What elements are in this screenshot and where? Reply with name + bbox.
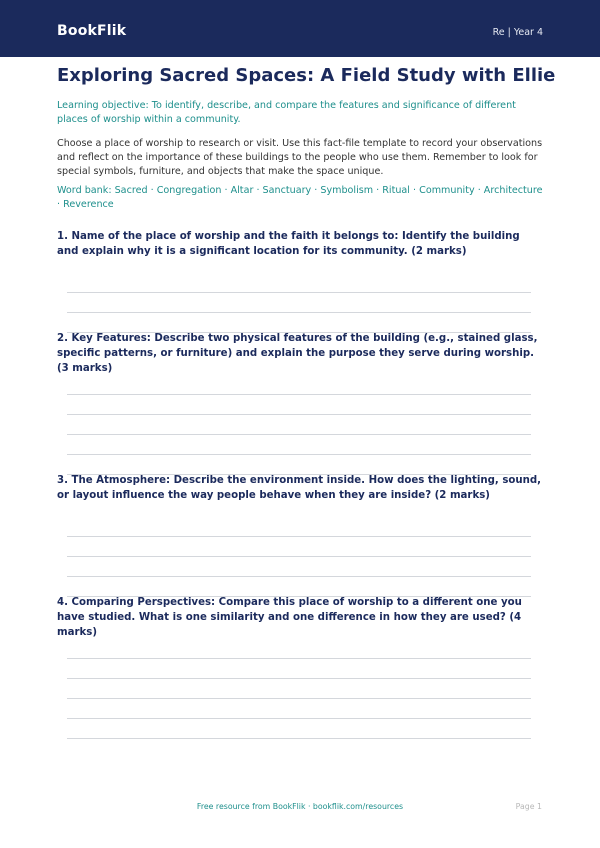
answer-line[interactable] (67, 414, 531, 415)
answer-line[interactable] (67, 394, 531, 395)
answer-line[interactable] (67, 454, 531, 455)
question-4: 4. Comparing Perspectives: Compare this place of worship to a different one you have studied. What is one similarity and one difference in how they are used? (4 marks) (57, 597, 522, 638)
worksheet-title: Exploring Sacred Spaces: A Field Study with Ellie (57, 65, 556, 86)
answer-line[interactable] (67, 738, 531, 739)
answer-line[interactable] (67, 434, 531, 435)
answer-line[interactable] (67, 718, 531, 719)
word-bank: Word bank: Sacred · Congregation · Altar · Sanctuary · Symbolism · Ritual · Community · Architecture · Reverence (57, 185, 543, 210)
answer-line[interactable] (67, 292, 531, 293)
page-number: Page 1 (515, 802, 542, 811)
brand-logo-text: BookFlik (57, 23, 127, 39)
answer-line[interactable] (67, 698, 531, 699)
answer-line[interactable] (67, 312, 531, 313)
footer-link[interactable]: Free resource from BookFlik · bookflik.com/resources (196, 802, 404, 811)
subject-year-label: Re | Year 4 (492, 27, 543, 38)
answer-line[interactable] (67, 658, 531, 659)
page-header (0, 0, 600, 57)
question-2: 2. Key Features: Describe two physical features of the building (e.g., stained glass, specific patterns, or furniture) and explain the purpose they serve during worship. (3 marks) (57, 333, 538, 374)
answer-line[interactable] (67, 576, 531, 577)
learning-objective: Learning objective: To identify, describe, and compare the features and significance of different places of worship within a community. (57, 100, 516, 125)
answer-line[interactable] (67, 536, 531, 537)
intro-instructions: Choose a place of worship to research or visit. Use this fact-file template to record your observations and reflect on the importance of these buildings to the people who use them. Remember to look for special symbols, furniture, and objects that make the space unique. (57, 138, 543, 177)
answer-line[interactable] (67, 678, 531, 679)
answer-line[interactable] (67, 556, 531, 557)
question-3: 3. The Atmosphere: Describe the environment inside. How does the lighting, sound, or layout influence the way people behave when they are inside? (2 marks) (57, 475, 542, 501)
question-1: 1. Name of the place of worship and the faith it belongs to: Identify the building and explain why it is a significant location for its community. (2 marks) (57, 231, 520, 257)
